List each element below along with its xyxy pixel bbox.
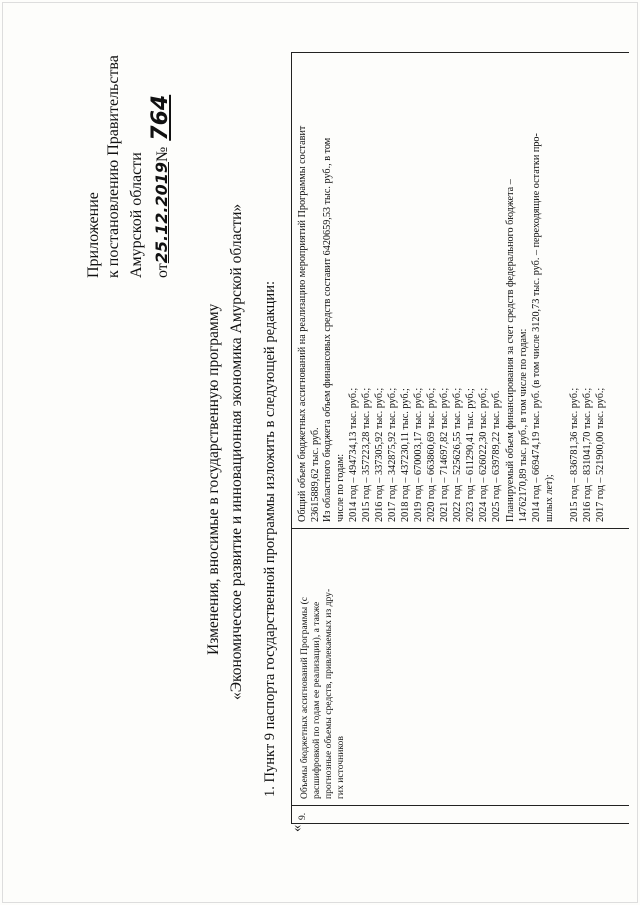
data-line: 14762170,89 тыс. руб., в том числе по годам: (518, 328, 529, 522)
data-line: 2024 год – 626022,30 тыс. руб.; (478, 387, 489, 522)
handwritten-number: 764 (148, 94, 173, 141)
data-line: 2016 год – 337305,92 тыс. руб.; (374, 387, 385, 522)
appendix-line-2: к постановлению Правительства (105, 55, 122, 278)
data-line: 2014 год – 669474,19 тыс. руб. (в том числе 3120,73 тыс. руб. – переходящие остатки про- (531, 133, 542, 522)
data-line: 2018 год – 437230,11 тыс. руб.; (400, 388, 411, 522)
number-column-divider (291, 805, 629, 806)
data-line: 2017 год – 342875,92 тыс. руб.; (387, 387, 398, 522)
appendix-line-1: Приложение (85, 192, 102, 278)
title-line-2: «Экономическое развитие и инновационная экономика Амурской области» (228, 203, 245, 700)
data-line: 2025 год – 639789,22 тыс. руб. (491, 390, 502, 522)
data-line: числе по годам: (335, 453, 346, 522)
table-bottom-border (291, 823, 629, 824)
row-number: 9. (297, 812, 308, 820)
date-prefix: от (154, 263, 171, 278)
label-line: гих источников (335, 736, 346, 799)
data-line: шлых лет); (544, 474, 555, 522)
data-line: 2020 год – 663860,69 тыс. руб.; (426, 387, 437, 522)
title-line-1: Изменения, вносимые в государственную программу (205, 303, 222, 655)
data-line: 2015 год – 836781,36 тыс. руб.; (569, 387, 580, 522)
label-line: прогнозные объемы средств, привлекаемых из дру- (323, 588, 334, 799)
handwritten-date: 25.12.2019 (152, 162, 171, 264)
label-column-divider (291, 528, 629, 529)
label-line: расшифровкой по годам ее реализации), а также (311, 601, 322, 799)
table-top-border (291, 52, 629, 53)
data-line: Из областного бюджета объем финансовых средств составит 6420659,53 тыс. руб., в том (322, 137, 333, 522)
data-line: 2023 год – 611290,41 тыс. руб.; (465, 388, 476, 522)
data-line: 2019 год – 670003,17 тыс. руб.; (413, 387, 424, 522)
appendix-date-line (150, 95, 172, 278)
data-line: Планируемый объем финансирования за счет средств федерального бюджета – (505, 179, 516, 522)
data-line: 2022 год – 525626,55 тыс. руб.; (452, 387, 463, 522)
opening-quote: « (289, 824, 305, 832)
number-prefix: № (154, 146, 171, 162)
point-1-text: 1. Пункт 9 паспорта государственной программы изложить в следующей редакции: (262, 281, 278, 797)
table-left-border (291, 52, 292, 823)
data-line: 2017 год – 521900,00 тыс. руб.; (595, 387, 606, 522)
appendix-line-3: Амурской области (128, 152, 145, 278)
data-line: Общий объем бюджетных ассигнований на реализацию мероприятий Программы составит (297, 125, 308, 522)
label-line: Объемы бюджетных ассигнований Программы (с (299, 596, 310, 799)
data-line: 2021 год – 714697,82 тыс. руб.; (439, 387, 450, 522)
data-line: 2014 год – 494734,13 тыс. руб.; (348, 387, 359, 522)
data-line: 2016 год – 831041,70 тыс. руб.; (582, 387, 593, 522)
data-line: 23615889,62 тыс. руб. (310, 427, 321, 522)
data-line: 2015 год – 357223,28 тыс. руб.; (361, 387, 372, 522)
